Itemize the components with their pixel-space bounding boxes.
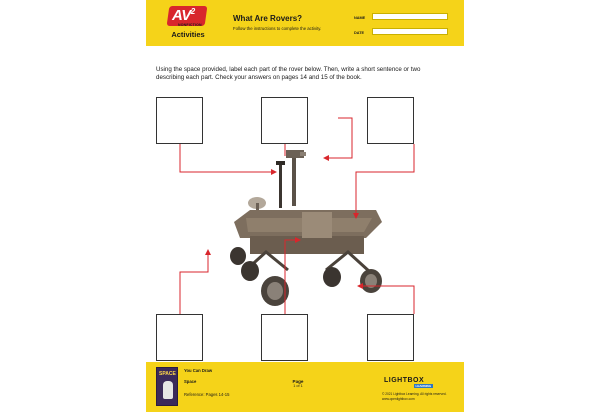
logo-subtext: NONFICTION — [178, 23, 202, 27]
arrow-bottom-center — [285, 240, 300, 314]
arrow-top-left — [180, 144, 276, 172]
worksheet — [146, 0, 464, 412]
name-label: NAME — [354, 16, 366, 20]
lightbox-logo-sub: LEARNING — [415, 384, 432, 388]
activities-label: Activities — [171, 30, 205, 39]
date-label: DATE — [354, 31, 365, 35]
copyright-text: © 2021 Lightbox Learning. All rights reserved. — [382, 392, 447, 396]
page-indicator — [291, 379, 305, 388]
series-title: You Can Draw — [184, 368, 213, 373]
arrow-bottom-left — [180, 250, 208, 314]
astronaut-icon — [163, 381, 173, 399]
logo-text: $AV^2$ — [172, 7, 195, 24]
book-cover — [156, 367, 178, 406]
lightbox-logo: LIGHTBOX — [384, 377, 425, 384]
arrow-top-right — [356, 144, 414, 218]
book-cover-title: SPACE — [159, 371, 176, 377]
page-label: Page — [292, 379, 304, 384]
copyright-block — [382, 392, 447, 401]
website-link[interactable]: www.openlightbox.com — [382, 396, 415, 401]
page-number: 1 of 1 — [293, 384, 303, 388]
page-reference: Reference: Pages 14-15 — [184, 392, 230, 397]
connector-arrows — [146, 0, 464, 412]
worksheet-title: What Are Rovers? — [233, 14, 303, 23]
arrow-bottom-right — [358, 286, 414, 314]
arrow-top-center — [324, 118, 352, 158]
footer-band — [146, 362, 464, 412]
instructions-text: Using the space provided, label each part of the rover below. Then, write a short sentence or two describing each part. Check your answers on pages 14 and 15 of the book. — [156, 66, 421, 82]
book-title: Space — [184, 379, 197, 384]
worksheet-subtitle: Follow the instructions to complete the activity. — [233, 26, 322, 31]
